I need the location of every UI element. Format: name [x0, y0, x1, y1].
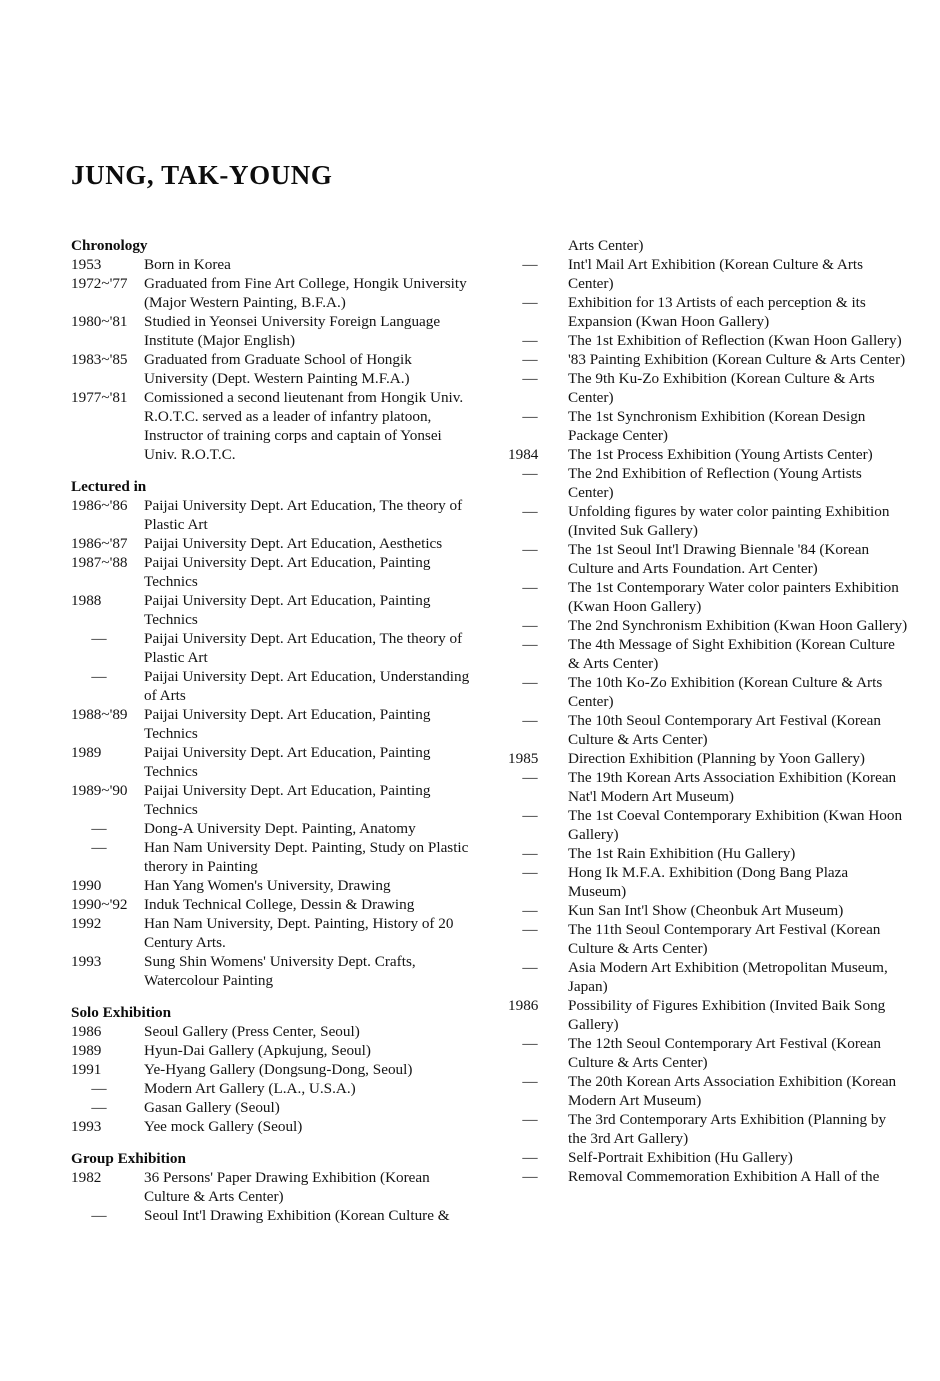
entry-row — [508, 635, 908, 673]
entry-text: Removal Commemoration Exhibition A Hall of the — [568, 1168, 880, 1185]
entry-text: Dong-A University Dept. Painting, Anatomy — [144, 820, 416, 837]
entry-row — [508, 1148, 908, 1167]
entry-row — [508, 1034, 908, 1072]
entry-text: The 4th Message of Sight Exhibition (Korean Culture & Arts Center) — [568, 636, 895, 672]
dash-icon: — — [522, 465, 538, 482]
entry-year: 1980~'81 — [71, 313, 128, 330]
entry-text: The 10th Seoul Contemporary Art Festival (Korean Culture & Arts Center) — [568, 712, 881, 748]
entry-row — [71, 312, 471, 350]
section-heading-lectured-in: Lectured in — [71, 478, 147, 495]
entry-row — [71, 255, 471, 274]
entry-dash-marker — [508, 293, 552, 312]
dash-icon: — — [91, 1099, 107, 1116]
entry-text: The 2nd Synchronism Exhibition (Kwan Hoon Gallery) — [568, 617, 908, 634]
entry-year: 1992 — [71, 915, 102, 932]
dash-icon: — — [522, 959, 538, 976]
entry-dash-marker — [508, 1110, 552, 1129]
entry-row — [71, 1098, 471, 1117]
entry-row — [71, 1117, 471, 1136]
entry-text: Han Nam University, Dept. Painting, History of 20 Century Arts. — [144, 915, 454, 951]
entry-year: 1989~'90 — [71, 782, 128, 799]
entry-year: 1985 — [508, 750, 539, 767]
dash-icon: — — [522, 408, 538, 425]
entry-text: Unfolding figures by water color painting Exhibition (Invited Suk Gallery) — [568, 503, 890, 539]
entry-row — [71, 895, 471, 914]
entry-dash-marker — [508, 920, 552, 939]
entry-text: Graduated from Graduate School of Hongik University (Dept. Western Painting M.F.A.) — [144, 351, 412, 387]
entry-dash-marker — [508, 1167, 552, 1186]
entry-year: 1990 — [71, 877, 102, 894]
entry-text: Paijai University Dept. Art Education, Understanding of Arts — [144, 668, 470, 704]
entry-text: Graduated from Fine Art College, Hongik University (Major Western Painting, B.F.A.) — [144, 275, 467, 311]
entry-dash-marker — [71, 1206, 127, 1225]
entry-text: Modern Art Gallery (L.A., U.S.A.) — [144, 1080, 356, 1097]
entry-year: 1977~'81 — [71, 389, 128, 406]
entry-row — [71, 1060, 471, 1079]
entry-row — [71, 496, 471, 534]
entry-dash-marker — [508, 958, 552, 977]
entry-text: Han Yang Women's University, Drawing — [144, 877, 391, 894]
entry-text: The 12th Seoul Contemporary Art Festival (Korean Culture & Arts Center) — [568, 1035, 881, 1071]
entry-dash-marker — [508, 673, 552, 692]
entry-row — [508, 806, 908, 844]
dash-icon: — — [522, 617, 538, 634]
dash-icon: — — [522, 351, 538, 368]
entry-row — [508, 1072, 908, 1110]
entry-year: 1972~'77 — [71, 275, 128, 292]
entry-row — [508, 464, 908, 502]
entry-row — [508, 901, 908, 920]
entry-text: The 1st Coeval Contemporary Exhibition (Kwan Hoon Gallery) — [568, 807, 903, 843]
entry-year: 1987~'88 — [71, 554, 128, 571]
dash-icon: — — [522, 1035, 538, 1052]
entry-row — [71, 1079, 471, 1098]
entry-year: 1989 — [71, 744, 102, 761]
entry-dash-marker — [508, 1148, 552, 1167]
entry-text: The 1st Rain Exhibition (Hu Gallery) — [568, 845, 796, 862]
dash-icon: — — [522, 769, 538, 786]
dash-icon: — — [522, 864, 538, 881]
entry-text: The 1st Process Exhibition (Young Artists Center) — [568, 446, 873, 463]
entry-text: Paijai University Dept. Art Education, Painting Technics — [144, 782, 431, 818]
entry-year: 1984 — [508, 446, 539, 463]
entry-text: Comissioned a second lieutenant from Hongik Univ. R.O.T.C. served as a leader of infantry platoon, Instructor of training corps and captain of Yonsei Univ. R.O.T.C. — [144, 389, 464, 463]
entry-text: Gasan Gallery (Seoul) — [144, 1099, 280, 1116]
entry-dash-marker — [508, 844, 552, 863]
dash-icon: — — [522, 674, 538, 691]
entry-dash-marker — [508, 635, 552, 654]
entry-dash-marker — [508, 1072, 552, 1091]
entry-dash-marker — [71, 1098, 127, 1117]
entry-row — [508, 350, 908, 369]
entry-text: Yee mock Gallery (Seoul) — [144, 1118, 303, 1135]
entry-row — [508, 711, 908, 749]
entry-text: Studied in Yeonsei University Foreign Language Institute (Major English) — [144, 313, 441, 349]
entry-row — [508, 996, 908, 1034]
entry-dash-marker — [71, 1079, 127, 1098]
entry-text: Born in Korea — [144, 256, 231, 273]
entry-year: 1990~'92 — [71, 896, 128, 913]
entry-year: 1982 — [71, 1169, 102, 1186]
entry-dash-marker — [71, 819, 127, 838]
entry-row — [508, 616, 908, 635]
entry-dash-marker — [508, 407, 552, 426]
entry-row — [508, 445, 908, 464]
entry-text: The 20th Korean Arts Association Exhibition (Korean Modern Art Museum) — [568, 1073, 897, 1109]
entry-row — [508, 369, 908, 407]
entry-row — [71, 1168, 471, 1206]
entry-row — [71, 591, 471, 629]
dash-icon: — — [91, 820, 107, 837]
entry-text: Exhibition for 13 Artists of each perception & its Expansion (Kwan Hoon Gallery) — [568, 294, 866, 330]
entry-dash-marker — [508, 502, 552, 521]
section-heading-solo-exhibition: Solo Exhibition — [71, 1004, 172, 1021]
entry-year: 1993 — [71, 953, 102, 970]
entry-text: Paijai University Dept. Art Education, Painting Technics — [144, 744, 431, 780]
entry-text: The 10th Ko-Zo Exhibition (Korean Culture & Arts Center) — [568, 674, 883, 710]
entry-row — [508, 540, 908, 578]
entry-year: 1983~'85 — [71, 351, 128, 368]
entry-year: 1986~'87 — [71, 535, 128, 552]
entry-dash-marker — [71, 667, 127, 686]
entry-text: Hyun-Dai Gallery (Apkujung, Seoul) — [144, 1042, 371, 1059]
entry-text: Asia Modern Art Exhibition (Metropolitan Museum, Japan) — [568, 959, 888, 995]
entry-text: Arts Center) — [568, 237, 644, 254]
section-heading-chronology: Chronology — [71, 237, 148, 254]
entry-text: The 11th Seoul Contemporary Art Festival (Korean Culture & Arts Center) — [568, 921, 881, 957]
entry-row — [508, 407, 908, 445]
entry-row — [71, 781, 471, 819]
dash-icon: — — [522, 370, 538, 387]
entry-row — [71, 876, 471, 895]
entry-row — [508, 1110, 908, 1148]
entry-dash-marker — [508, 901, 552, 920]
entry-year: 1988~'89 — [71, 706, 128, 723]
entry-dash-marker — [508, 255, 552, 274]
entry-row — [71, 350, 471, 388]
entry-dash-marker — [508, 331, 552, 350]
entry-row — [508, 502, 908, 540]
entry-row — [71, 388, 471, 464]
entry-year: 1986 — [508, 997, 539, 1014]
entry-dash-marker — [508, 806, 552, 825]
entry-dash-marker — [71, 629, 127, 648]
entry-row — [508, 293, 908, 331]
entry-dash-marker — [508, 1034, 552, 1053]
entry-text: Paijai University Dept. Art Education, The theory of Plastic Art — [144, 497, 463, 533]
entry-text: Int'l Mail Art Exhibition (Korean Culture & Arts Center) — [568, 256, 864, 292]
dash-icon: — — [522, 1073, 538, 1090]
entry-text: The 19th Korean Arts Association Exhibition (Korean Nat'l Modern Art Museum) — [568, 769, 897, 805]
entry-text: The 3rd Contemporary Arts Exhibition (Planning by the 3rd Art Gallery) — [568, 1111, 887, 1147]
entry-text: Possibility of Figures Exhibition (Invited Baik Song Gallery) — [568, 997, 886, 1033]
dash-icon: — — [91, 630, 107, 647]
entry-text: Kun San Int'l Show (Cheonbuk Art Museum) — [568, 902, 844, 919]
entry-text: Hong Ik M.F.A. Exhibition (Dong Bang Plaza Museum) — [568, 864, 849, 900]
dash-icon: — — [522, 503, 538, 520]
entry-text: Paijai University Dept. Art Education, The theory of Plastic Art — [144, 630, 463, 666]
dash-icon: — — [522, 541, 538, 558]
section-spacer — [71, 464, 471, 477]
entry-text: 36 Persons' Paper Drawing Exhibition (Korean Culture & Arts Center) — [144, 1169, 430, 1205]
right-column — [508, 236, 908, 1186]
entry-year: 1988 — [71, 592, 102, 609]
page-title: JUNG, TAK-YOUNG — [71, 160, 333, 190]
entry-text: Han Nam University Dept. Painting, Study on Plastic therory in Painting — [144, 839, 469, 875]
entry-dash-marker — [508, 350, 552, 369]
dash-icon: — — [522, 807, 538, 824]
dash-icon: — — [522, 902, 538, 919]
entry-text: '83 Painting Exhibition (Korean Culture & Arts Center) — [568, 351, 906, 368]
entry-row — [71, 838, 471, 876]
entry-row — [508, 255, 908, 293]
dash-icon: — — [522, 294, 538, 311]
dash-icon: — — [91, 668, 107, 685]
entry-row — [71, 629, 471, 667]
entry-row — [71, 274, 471, 312]
entry-year: 1989 — [71, 1042, 102, 1059]
entry-row — [71, 1206, 471, 1225]
section-heading-group-exhibition: Group Exhibition — [71, 1150, 186, 1167]
entry-row — [71, 743, 471, 781]
entry-text: Paijai University Dept. Art Education, Aesthetics — [144, 535, 443, 552]
entry-dash-marker — [508, 616, 552, 635]
entry-text: Sung Shin Womens' University Dept. Crafts, Watercolour Painting — [144, 953, 416, 989]
section-spacer — [71, 1136, 471, 1149]
dash-icon: — — [522, 256, 538, 273]
entry-text: Paijai University Dept. Art Education, Painting Technics — [144, 554, 431, 590]
entry-text: The 1st Seoul Int'l Drawing Biennale '84 (Korean Culture and Arts Foundation. Art Center) — [568, 541, 870, 577]
entry-row — [508, 578, 908, 616]
dash-icon: — — [91, 1207, 107, 1224]
dash-icon: — — [91, 1080, 107, 1097]
entry-dash-marker — [508, 578, 552, 597]
entry-text: Self-Portrait Exhibition (Hu Gallery) — [568, 1149, 793, 1166]
dash-icon: — — [522, 1168, 538, 1185]
entry-year: 1953 — [71, 256, 102, 273]
entry-dash-marker — [508, 711, 552, 730]
entry-row — [71, 705, 471, 743]
entry-row — [71, 553, 471, 591]
entry-text: The 1st Exhibition of Reflection (Kwan Hoon Gallery) — [568, 332, 902, 349]
dash-icon: — — [522, 921, 538, 938]
entry-row — [508, 331, 908, 350]
entry-text: Induk Technical College, Dessin & Drawing — [144, 896, 415, 913]
entry-text: The 9th Ku-Zo Exhibition (Korean Culture & Arts Center) — [568, 370, 875, 406]
entry-row — [508, 958, 908, 996]
entry-row — [71, 1022, 471, 1041]
entry-year: 1991 — [71, 1061, 102, 1078]
entry-row — [71, 667, 471, 705]
entry-text: The 2nd Exhibition of Reflection (Young Artists Center) — [568, 465, 862, 501]
dash-icon: — — [522, 1149, 538, 1166]
left-column — [71, 236, 471, 1225]
entry-dash-marker — [508, 863, 552, 882]
entry-row — [71, 952, 471, 990]
dash-icon: — — [522, 332, 538, 349]
entry-row — [71, 1041, 471, 1060]
dash-icon: — — [522, 636, 538, 653]
entry-row — [71, 914, 471, 952]
entry-row — [508, 844, 908, 863]
entry-text: Paijai University Dept. Art Education, Painting Technics — [144, 706, 431, 742]
entry-text: The 1st Contemporary Water color painters Exhibition (Kwan Hoon Gallery) — [568, 579, 899, 615]
section-spacer — [71, 990, 471, 1003]
entry-row — [508, 920, 908, 958]
entry-text: The 1st Synchronism Exhibition (Korean Design Package Center) — [568, 408, 866, 444]
entry-dash-marker — [508, 540, 552, 559]
entry-text: Paijai University Dept. Art Education, Painting Technics — [144, 592, 431, 628]
entry-text: Seoul Int'l Drawing Exhibition (Korean Culture & — [144, 1207, 450, 1224]
entry-year: 1993 — [71, 1118, 102, 1135]
entry-dash-marker — [508, 768, 552, 787]
dash-icon: — — [91, 839, 107, 856]
entry-row — [508, 749, 908, 768]
entry-row — [508, 236, 908, 255]
entry-row — [71, 534, 471, 553]
entry-year: 1986 — [71, 1023, 102, 1040]
entry-row — [508, 768, 908, 806]
entry-text: Ye-Hyang Gallery (Dongsung-Dong, Seoul) — [144, 1061, 413, 1078]
entry-row — [508, 673, 908, 711]
dash-icon: — — [522, 1111, 538, 1128]
entry-text: Direction Exhibition (Planning by Yoon Gallery) — [568, 750, 865, 767]
entry-text: Seoul Gallery (Press Center, Seoul) — [144, 1023, 360, 1040]
entry-dash-marker — [508, 369, 552, 388]
dash-icon: — — [522, 845, 538, 862]
entry-dash-marker — [71, 838, 127, 857]
entry-row — [71, 819, 471, 838]
entry-dash-marker — [508, 464, 552, 483]
entry-year: 1986~'86 — [71, 497, 128, 514]
dash-icon: — — [522, 579, 538, 596]
dash-icon: — — [522, 712, 538, 729]
entry-row — [508, 1167, 908, 1186]
entry-row — [508, 863, 908, 901]
